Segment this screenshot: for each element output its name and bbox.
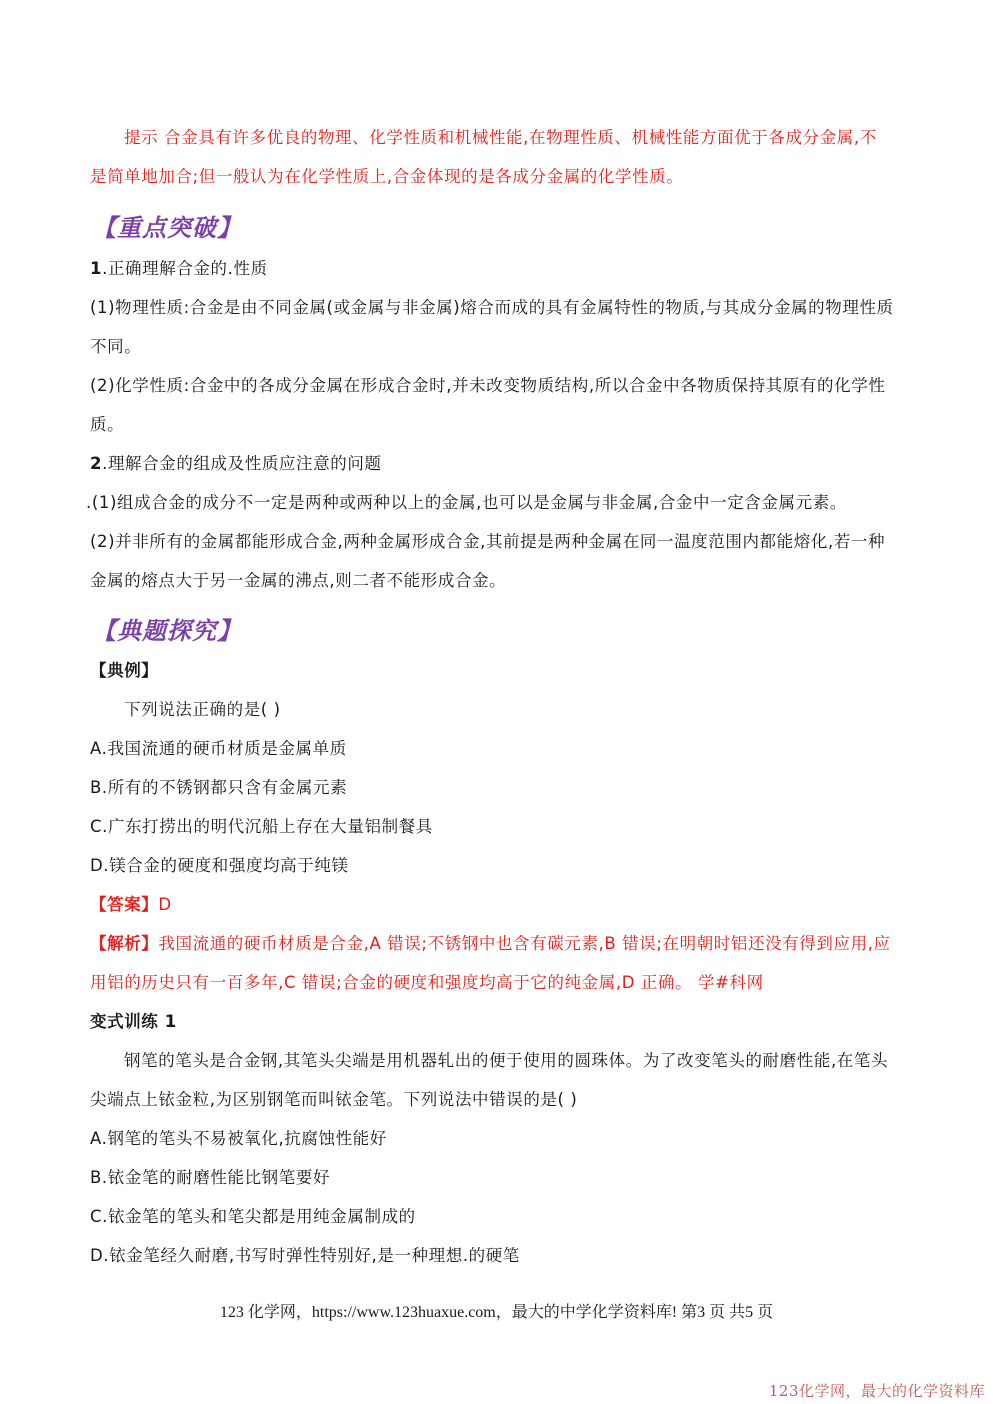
page-footer: 123 化学网，https://www.123huaxue.com，最大的中学化学资料库! 第3 页 共5 页 (219, 1304, 774, 1321)
example-answer (90, 894, 905, 916)
key-paragraph-1-line-2: 不同。 (90, 337, 142, 356)
example-option-a: A.我国流通的硬币材质是金属单质 (90, 739, 347, 758)
example-option-c: C.广东打捞出的明代沉船上存在大量铝制餐具 (90, 817, 433, 836)
key-item-2-text: .理解合金的组成及性质应注意的问题 (102, 454, 382, 473)
example-question: 下列说法正确的是( ) (124, 700, 281, 719)
key-paragraph-1-line-1: (1)物理性质:合金是由不同金属(或金属与非金属)熔合而成的具有金属特性的物质,与其成分金属的物理性质 (90, 298, 894, 317)
key-paragraph-2-line-1: (2)化学性质:合金中的各成分金属在形成合金时,并未改变物质结构,所以合金中各物质保持其原有的化学性 (90, 376, 886, 395)
practice-option-c: C.铱金笔的笔头和笔尖都是用纯金属制成的 (90, 1207, 416, 1226)
practice-option-b: B.铱金笔的耐磨性能比钢笔要好 (90, 1168, 331, 1187)
key-paragraph-4-line-1: (2)并非所有的金属都能形成合金,两种金属形成合金,其前提是两种金属在同一温度范围内都能熔化,若一种 (90, 532, 886, 551)
key-item-2-number: 2 (90, 454, 103, 473)
hint-line-1: 提示 合金具有许多优良的物理、化学性质和机械性能,在物理性质、机械性能方面优于各成分金属,不 (124, 128, 877, 147)
key-paragraph-2-line-2: 质。 (90, 415, 125, 434)
key-item-1-title (90, 258, 905, 280)
section-title-key-points: 【重点突破】 (92, 213, 242, 242)
example-analysis-line-2: 用铝的历史只有一百多年,C 错误;合金的硬度和强度均高于它的纯金属,D 正确。 学#科网 (90, 973, 764, 992)
answer-label: 【答案】 (90, 895, 159, 914)
key-item-1-text: .正确理解合金的.性质 (102, 259, 268, 278)
example-label: 【典例】 (90, 661, 159, 680)
example-option-b: B.所有的不锈钢都只含有金属元素 (90, 778, 348, 797)
key-item-2-title (90, 453, 905, 475)
hint-line-2: 是简单地加合;但一般认为在化学性质上,合金体现的是各成分金属的化学性质。 (90, 167, 684, 186)
practice-option-a: A.钢笔的笔头不易被氧化,抗腐蚀性能好 (90, 1129, 387, 1148)
section-title-example: 【典题探究】 (92, 616, 242, 645)
key-paragraph-4-line-2: 金属的熔点大于另一金属的沸点,则二者不能形成合金。 (90, 571, 507, 590)
practice-question-line-1: 钢笔的笔头是合金钢,其笔头尖端是用机器轧出的便于使用的圆珠体。为了改变笔头的耐磨性能,在笔头 (124, 1051, 889, 1070)
practice-option-d: D.铱金笔经久耐磨,书写时弹性特别好,是一种理想.的硬笔 (90, 1246, 520, 1265)
answer-value: D (158, 895, 172, 914)
practice-question-line-2: 尖端点上铱金粒,为区别钢笔而叫铱金笔。下列说法中错误的是( ) (90, 1090, 578, 1109)
analysis-label: 【解析】 (90, 934, 159, 953)
key-item-1-number: 1 (90, 259, 103, 278)
practice-title: 变式训练 1 (90, 1012, 177, 1031)
example-analysis-line-1 (90, 933, 905, 955)
example-option-d: D.镁合金的硬度和强度均高于纯镁 (90, 856, 349, 875)
site-watermark: 123化学网，最大的化学资料库 (768, 1382, 985, 1400)
key-paragraph-3-line-1: .(1)组成合金的成分不一定是两种或两种以上的金属,也可以是金属与非金属,合金中一定含金属元素。 (86, 493, 847, 512)
analysis-text-line-1: 我国流通的硬币材质是合金,A 错误;不锈钢中也含有碳元素,B 错误;在明朝时铝还没有得到应用,应 (158, 934, 891, 953)
